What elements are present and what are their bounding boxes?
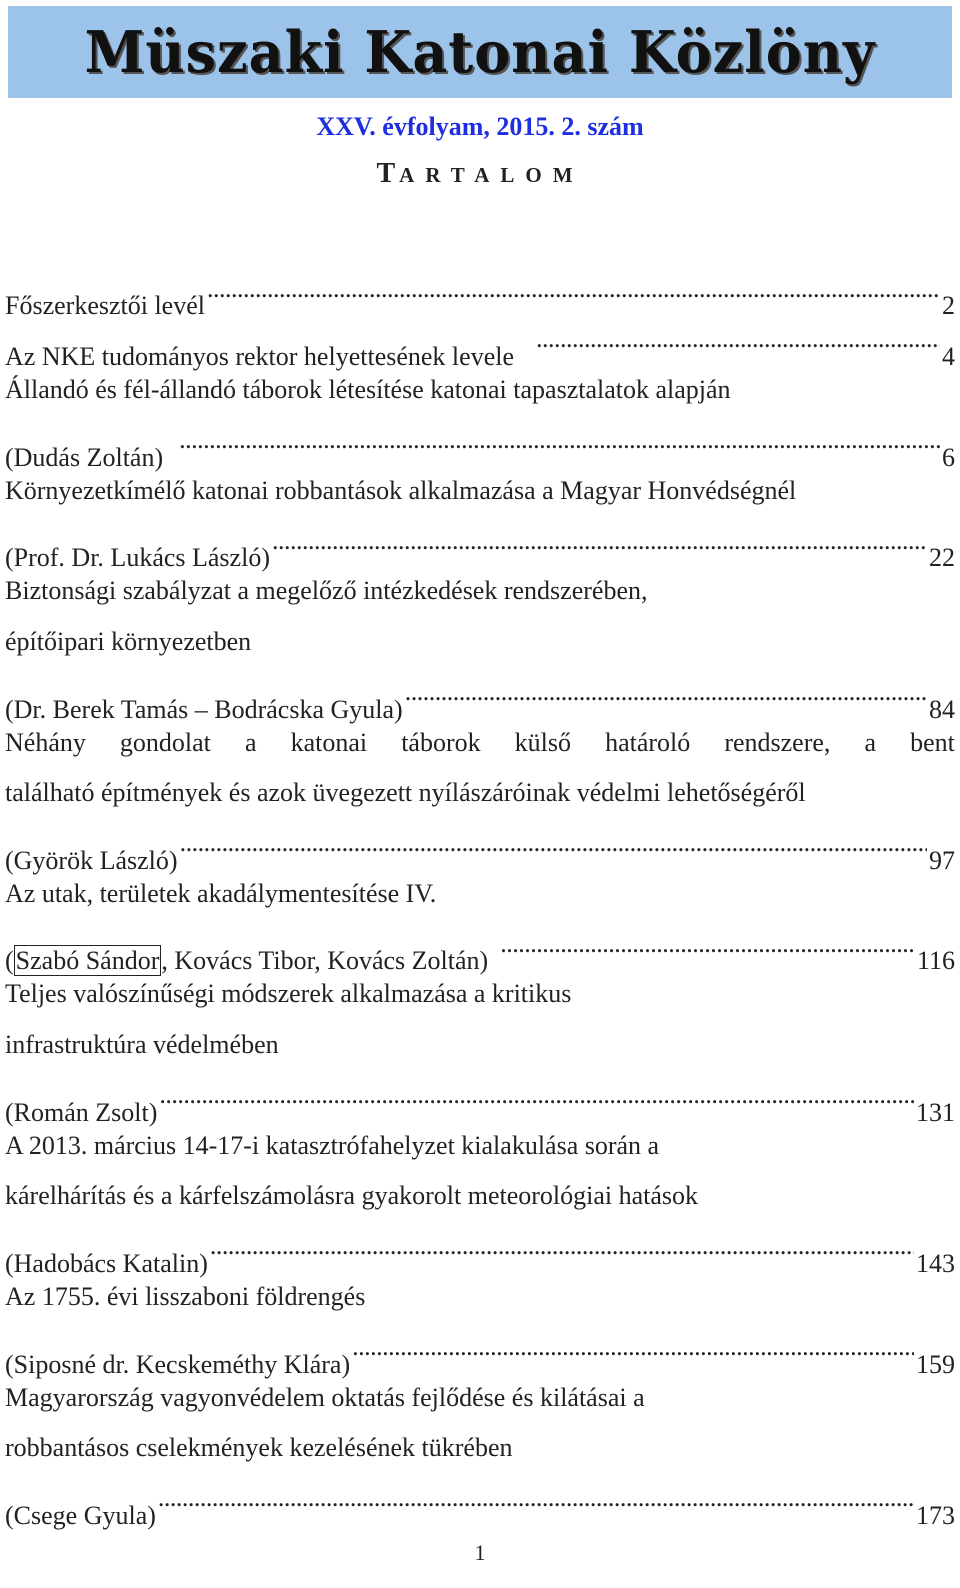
toc-entry[interactable] xyxy=(5,667,955,724)
toc-leader-dots xyxy=(210,1221,914,1271)
toc-leader-dots xyxy=(536,314,940,364)
toc-entry-title-line: infrastruktúra védelmében xyxy=(5,1029,279,1059)
toc-entry[interactable] xyxy=(5,264,955,321)
toc-entry-title-line: A 2013. március 14-17-i katasztrófahelyzet kialakulása során a xyxy=(5,1130,660,1160)
toc-entry-title: Az NKE tudományos rektor helyettesének levele xyxy=(5,341,514,371)
justified-word: bent xyxy=(910,727,955,757)
toc-entry-author: (Siposné dr. Kecskeméthy Klára) xyxy=(5,1349,351,1379)
toc-leader-dots xyxy=(159,1070,914,1120)
toc-entry-page: 4 xyxy=(942,341,955,371)
justified-word: a xyxy=(244,727,257,757)
toc-entry-title-line: Biztonsági szabályzat a megelőző intézkedések rendszerében, xyxy=(5,576,648,606)
justified-word: határoló xyxy=(605,727,691,757)
toc-entry-title-line: kárelhárítás és a kárfelszámolásra gyakorolt meteorológiai hatások xyxy=(5,1181,699,1211)
toc-leader-dots xyxy=(158,1473,914,1523)
justified-title-line xyxy=(5,718,955,768)
toc-entry-author: (Dudás Zoltán) xyxy=(5,442,164,472)
toc-entry-author: (Román Zsolt) xyxy=(5,1097,158,1127)
toc-entry-page: 2 xyxy=(942,291,955,321)
page-number: 1 xyxy=(474,1540,486,1565)
justified-word: gondolat xyxy=(119,727,211,757)
toc-leader-dots xyxy=(272,516,927,566)
toc-leader-dots xyxy=(352,1322,914,1372)
toc-leader-dots xyxy=(500,919,915,969)
highlighted-author-box: Szabó Sándor xyxy=(15,946,160,976)
justified-word: Néhány xyxy=(5,727,86,757)
toc-entry-author: (Györök László) xyxy=(5,845,178,875)
issue-line: XXV. évfolyam, 2015. 2. szám xyxy=(316,112,644,141)
toc-entry[interactable] xyxy=(5,1070,955,1127)
toc-entry-page: 116 xyxy=(916,946,955,976)
toc-entry[interactable] xyxy=(5,1322,955,1379)
toc-entry[interactable] xyxy=(5,1221,955,1278)
toc-entry-page: 173 xyxy=(916,1500,955,1530)
toc-entry[interactable] xyxy=(5,415,955,472)
justified-word: katonai xyxy=(290,727,368,757)
toc-entry-title-line: Az 1755. évi lisszaboni földrengés xyxy=(5,1281,366,1311)
toc-entry-page: 143 xyxy=(916,1248,955,1278)
toc-leader-dots xyxy=(179,415,940,465)
justified-word: a xyxy=(864,727,877,757)
toc-entry-title-line: építőipari környezetben xyxy=(5,626,252,656)
toc-leader-dots xyxy=(405,667,927,717)
toc-entry-page: 22 xyxy=(929,543,955,573)
toc-entry-page: 97 xyxy=(929,845,955,875)
toc-entry-title-line: robbantásos cselekmények kezelésének tükrében xyxy=(5,1432,513,1462)
toc-entry[interactable] xyxy=(5,818,955,875)
toc-entry-title: Főszerkesztői levél xyxy=(5,291,205,321)
toc-entry-title-line: Környezetkímélő katonai robbantások alkalmazása a Magyar Honvédségnél xyxy=(5,475,797,505)
journal-logo-title: Müszaki Katonai Közlöny xyxy=(84,18,876,86)
justified-word: rendszere, xyxy=(724,727,831,757)
toc-entry-author: (Hadobács Katalin) xyxy=(5,1248,208,1278)
toc-entry-title-line: Teljes valószínűségi módszerek alkalmazása a kritikus xyxy=(5,979,572,1009)
toc-entry-title-line: Magyarország vagyonvédelem oktatás fejlődése és kilátásai a xyxy=(5,1382,645,1412)
toc-entry-title-line: Állandó és fél-állandó táborok létesítése katonai tapasztalatok alapján xyxy=(5,374,731,404)
toc-leader-dots xyxy=(180,818,927,868)
toc-entry-page: 84 xyxy=(929,694,955,724)
toc-entry[interactable] xyxy=(5,516,955,573)
toc-entry-title-line xyxy=(5,718,955,768)
justified-word: külső xyxy=(514,727,572,757)
toc-entry-author: (Csege Gyula) xyxy=(5,1500,156,1530)
table-of-contents xyxy=(5,264,955,1530)
toc-entry-title-line: található építmények és azok üvegezett nyílászáróinak védelmi lehetőségéről xyxy=(5,777,806,807)
toc-entry-author: (Dr. Berek Tamás – Bodrácska Gyula) xyxy=(5,694,403,724)
toc-heading-initial: T xyxy=(376,158,396,189)
toc-entry-page: 131 xyxy=(916,1097,955,1127)
toc-heading xyxy=(0,158,960,190)
open-paren: ( xyxy=(5,946,14,976)
toc-entry-page: 159 xyxy=(916,1349,955,1379)
toc-entry-title-line: Az utak, területek akadálymentesítése IV. xyxy=(5,878,437,908)
toc-entry-page: 6 xyxy=(942,442,955,472)
toc-leader-dots xyxy=(207,264,940,314)
toc-entry-author: (Prof. Dr. Lukács László) xyxy=(5,543,270,573)
toc-heading-rest: ARTALOM xyxy=(399,163,584,187)
toc-entry[interactable] xyxy=(5,919,955,976)
justified-word: táborok xyxy=(401,727,481,757)
toc-entry[interactable] xyxy=(5,1473,955,1530)
coauthors: , Kovács Tibor, Kovács Zoltán) xyxy=(161,946,489,976)
journal-banner xyxy=(8,6,952,98)
